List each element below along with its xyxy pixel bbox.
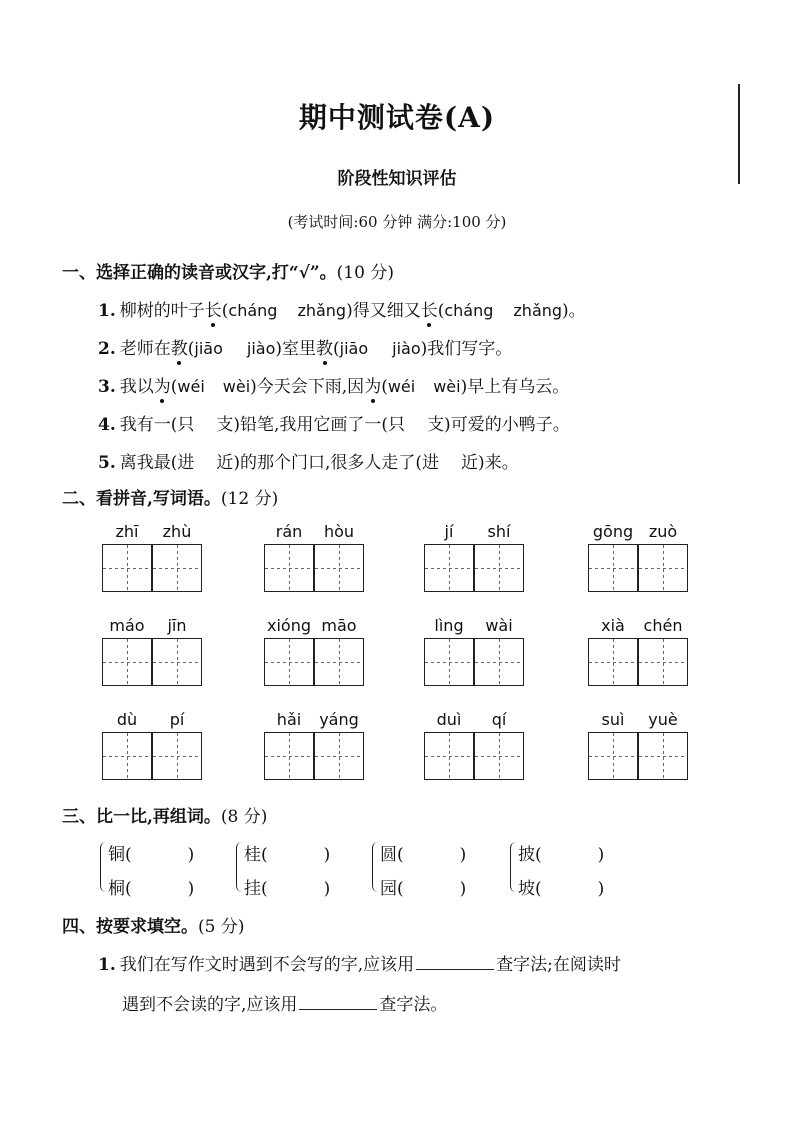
writing-box[interactable] xyxy=(264,732,314,780)
pinyin-syllable: lìng xyxy=(434,616,464,635)
pinyin-syllable: hǎi xyxy=(276,710,302,729)
close-paren: ) xyxy=(323,879,331,899)
q-text: )得又细又 xyxy=(346,301,421,321)
section3-heading-text: 三、比一比,再组词。 xyxy=(62,807,221,827)
pinyin-syllable: zhī xyxy=(115,522,139,541)
dotted-char: 为 xyxy=(364,377,382,397)
compare-group-2 xyxy=(236,840,366,900)
close-paren: ) xyxy=(459,879,467,899)
writing-box[interactable] xyxy=(152,638,202,686)
dotted-char: 教 xyxy=(170,339,188,359)
compare-row[interactable] xyxy=(244,874,330,899)
question-1-4 xyxy=(98,410,570,435)
close-paren: ) xyxy=(323,845,331,865)
answer-blank[interactable] xyxy=(416,953,494,970)
writing-box[interactable] xyxy=(474,638,524,686)
writing-box[interactable] xyxy=(638,638,688,686)
pinyin-syllable: xióng xyxy=(267,616,311,635)
pinyin-syllable: gōng xyxy=(592,522,634,541)
pinyin-syllable: jí xyxy=(444,522,454,541)
page-title: 期中测试卷(A) xyxy=(298,101,496,134)
q-text: 近)来。 xyxy=(461,453,519,473)
dotted-char: 长 xyxy=(420,301,438,321)
compare-char: 挂( xyxy=(244,879,268,899)
pinyin-option[interactable]: wéi xyxy=(387,377,416,396)
close-paren: ) xyxy=(597,879,605,899)
close-paren: ) xyxy=(459,845,467,865)
pinyin-option[interactable]: jiāo xyxy=(339,339,369,358)
q-text: 支)铅笔,我用它画了一(只 xyxy=(216,415,406,435)
writing-box[interactable] xyxy=(588,638,638,686)
q-text: 柳树的叶子 xyxy=(119,301,205,321)
writing-box[interactable] xyxy=(474,544,524,592)
writing-box[interactable] xyxy=(152,544,202,592)
q-text: 查字法;在阅读时 xyxy=(496,955,621,975)
compare-group-1 xyxy=(100,840,230,900)
compare-group-3 xyxy=(372,840,502,900)
writing-box[interactable] xyxy=(264,544,314,592)
compare-row[interactable] xyxy=(380,840,466,865)
q-text: ( xyxy=(187,339,195,359)
section2-heading xyxy=(62,484,278,509)
question-1-1 xyxy=(98,296,586,321)
section4-heading xyxy=(62,912,244,937)
compare-char: 铜( xyxy=(108,845,132,865)
pinyin-option[interactable]: cháng xyxy=(444,301,494,320)
question-4-1-line1 xyxy=(98,950,621,975)
q-text: 我们在写作文时遇到不会写的字,应该用 xyxy=(119,955,415,975)
q-text: )。 xyxy=(562,301,586,321)
section1-heading-text: 一、选择正确的读音或汉字,打“√”。 xyxy=(62,263,337,283)
q-text: )我们写字。 xyxy=(420,339,513,359)
q-text: ( xyxy=(437,301,445,321)
pinyin-syllable: māo xyxy=(321,616,357,635)
section1-heading xyxy=(62,258,394,283)
pinyin-syllable: yáng xyxy=(319,710,359,729)
compare-row[interactable] xyxy=(108,874,194,899)
writing-box[interactable] xyxy=(102,732,152,780)
pinyin-syllable: jīn xyxy=(167,616,187,635)
q-text: ( xyxy=(221,301,229,321)
q-text: 离我最(进 xyxy=(119,453,195,473)
pinyin-syllable: máo xyxy=(109,616,145,635)
pinyin-option[interactable]: wèi xyxy=(433,377,461,396)
writing-box[interactable] xyxy=(314,544,364,592)
compare-group-4 xyxy=(510,840,640,900)
q-text: 支)可爱的小鸭子。 xyxy=(427,415,570,435)
compare-row[interactable] xyxy=(244,840,330,865)
question-number: 4. xyxy=(98,415,116,435)
writing-box[interactable] xyxy=(264,638,314,686)
pinyin-syllable: wài xyxy=(485,616,513,635)
writing-box[interactable] xyxy=(424,732,474,780)
pinyin-syllable: pí xyxy=(169,710,185,729)
compare-row[interactable] xyxy=(518,874,604,899)
pinyin-syllable: shí xyxy=(487,522,511,541)
dotted-char: 长 xyxy=(204,301,222,321)
question-number: 1. xyxy=(98,301,116,321)
section4-heading-text: 四、按要求填空。 xyxy=(62,917,198,937)
q-text: )今天会下雨,因 xyxy=(250,377,365,397)
brace-bracket xyxy=(372,842,379,892)
pinyin-syllable: zhù xyxy=(162,522,192,541)
question-number: 2. xyxy=(98,339,116,359)
pinyin-syllable: chén xyxy=(643,616,683,635)
pinyin-option[interactable]: wèi xyxy=(222,377,251,396)
pinyin-syllable: yuè xyxy=(648,710,678,729)
section2-heading-text: 二、看拼音,写词语。 xyxy=(62,489,221,509)
writing-box[interactable] xyxy=(102,638,152,686)
pinyin-syllable: zuò xyxy=(648,522,678,541)
page-subtitle: 阶段性知识评估 xyxy=(337,169,457,189)
pinyin-option[interactable]: wéi xyxy=(177,377,205,396)
writing-box[interactable] xyxy=(314,732,364,780)
pinyin-option[interactable]: jiào xyxy=(246,339,276,358)
writing-box[interactable] xyxy=(638,732,688,780)
question-number: 3. xyxy=(98,377,116,397)
question-number: 5. xyxy=(98,453,116,473)
question-1-2 xyxy=(98,334,512,359)
pinyin-syllable: dù xyxy=(116,710,138,729)
q-text: )室里 xyxy=(275,339,316,359)
answer-blank[interactable] xyxy=(299,993,377,1010)
question-number: 1. xyxy=(98,955,116,975)
q-text: 遇到不会读的字,应该用 xyxy=(122,995,298,1015)
section2-points: (12 分) xyxy=(220,489,279,509)
q-text: ( xyxy=(170,377,178,397)
q-text: )早上有乌云。 xyxy=(460,377,570,397)
writing-box[interactable] xyxy=(588,732,638,780)
compare-char: 圆( xyxy=(380,845,404,865)
writing-box[interactable] xyxy=(638,544,688,592)
pinyin-option[interactable]: cháng xyxy=(228,301,278,320)
writing-box[interactable] xyxy=(474,732,524,780)
close-paren: ) xyxy=(597,845,605,865)
pinyin-syllable: xià xyxy=(601,616,625,635)
writing-box[interactable] xyxy=(152,732,202,780)
pinyin-syllable: suì xyxy=(601,710,625,729)
question-1-3 xyxy=(98,372,569,397)
writing-box[interactable] xyxy=(424,544,474,592)
compare-row[interactable] xyxy=(380,874,466,899)
question-4-1-line2 xyxy=(122,990,447,1015)
compare-char: 园( xyxy=(380,879,404,899)
pinyin-option[interactable]: jiào xyxy=(392,339,421,358)
q-text: 近)的那个门口,很多人走了(进 xyxy=(216,453,440,473)
writing-box[interactable] xyxy=(588,544,638,592)
brace-bracket xyxy=(510,842,517,892)
writing-box[interactable] xyxy=(314,638,364,686)
pinyin-syllable: qí xyxy=(491,710,507,729)
dotted-char: 教 xyxy=(316,339,333,359)
exam-info: (考试时间:60 分钟 满分:100 分) xyxy=(287,213,507,231)
section1-points: (10 分) xyxy=(336,263,394,283)
section3-points: (8 分) xyxy=(220,807,268,827)
pinyin-option[interactable]: jiāo xyxy=(194,339,223,358)
brace-bracket xyxy=(100,842,107,892)
q-text: ( xyxy=(333,339,340,359)
q-text: 查字法。 xyxy=(379,995,448,1015)
close-paren: ) xyxy=(187,879,195,899)
pinyin-syllable: rán xyxy=(275,522,303,541)
compare-char: 披( xyxy=(518,845,542,865)
q-text: 老师在 xyxy=(119,339,171,359)
q-text: 我有一(只 xyxy=(119,415,195,435)
q-text: ( xyxy=(381,377,388,397)
pinyin-option[interactable]: zhǎng xyxy=(513,301,563,320)
compare-char: 桂( xyxy=(244,845,268,865)
q-text: 我以 xyxy=(119,377,154,397)
compare-char: 桐( xyxy=(108,879,132,899)
compare-row[interactable] xyxy=(518,840,604,865)
pinyin-syllable: duì xyxy=(436,710,462,729)
compare-row[interactable] xyxy=(108,840,194,865)
section4-points: (5 分) xyxy=(198,917,245,937)
question-1-5 xyxy=(98,448,519,473)
section3-heading xyxy=(62,802,267,827)
pinyin-option[interactable]: zhǎng xyxy=(297,301,347,320)
writing-box[interactable] xyxy=(424,638,474,686)
writing-box[interactable] xyxy=(102,544,152,592)
compare-char: 坡( xyxy=(518,879,542,899)
pinyin-syllable: hòu xyxy=(323,522,355,541)
brace-bracket xyxy=(236,842,243,892)
close-paren: ) xyxy=(187,845,195,865)
dotted-char: 为 xyxy=(153,377,171,397)
